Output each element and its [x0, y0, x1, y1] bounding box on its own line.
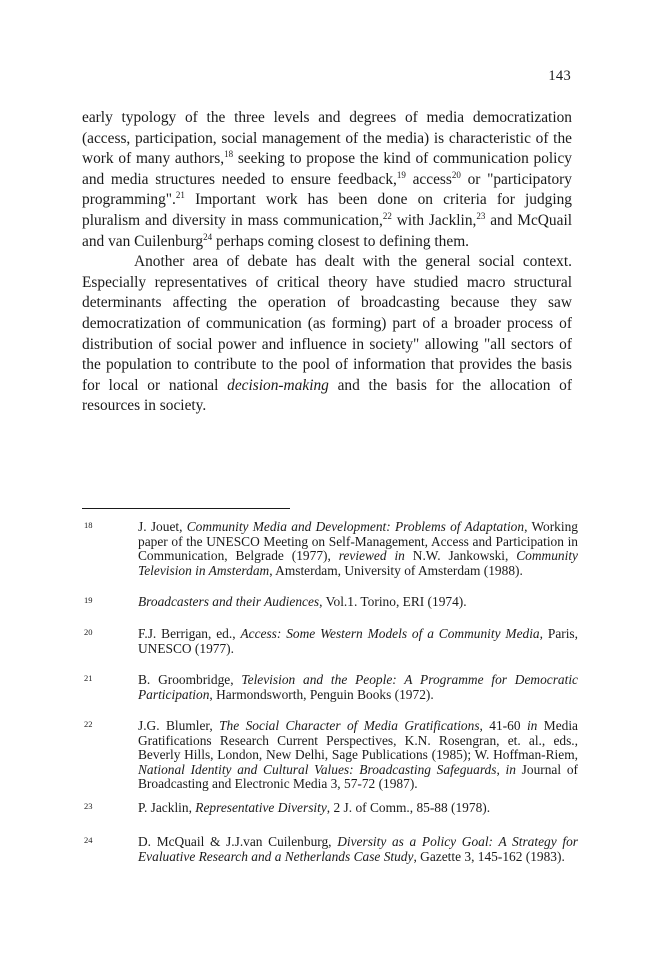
fn-text: J. Jouet,: [138, 519, 187, 534]
footnote-text: [138, 595, 578, 610]
fn-text: , Vol.1. Torino, ERI (1974).: [319, 594, 467, 609]
footnote-divider: [82, 508, 290, 509]
fn-title: Diversity as a Policy Goal: A Strategy for Evaluative Research and a Netherlands Case Study: [138, 834, 578, 864]
fn-title: Community Television in Amsterdam: [138, 548, 578, 578]
p2-text-2: and the basis for the allocation of resources in society.: [82, 376, 572, 415]
footnote-number: 24: [84, 835, 93, 845]
fn-italic: reviewed in: [338, 548, 405, 564]
footnote-ref-20: 20: [451, 169, 461, 180]
fn-text: J.G. Blumler,: [138, 718, 220, 733]
fn-title: National Identity and Cultural Values: Broadcasting Safeguards: [138, 761, 497, 777]
fn-text: Journal of Broadcasting and Electronic Media 3, 57-72 (1987).: [138, 761, 578, 792]
p2-text-1: Another area of debate has dealt with the general social context. Especially representatives of critical theory have studied macro structural determinants affecting the operation of broadcasting because they saw democratization of communication (as forming) part of a broader process of distribution of social power and influence in society" allowing "all sectors of the population to contribute to the pool of information that provides the basis for local or national: [82, 253, 572, 394]
footnote-number: 18: [84, 520, 93, 530]
footnote-text: [138, 627, 578, 656]
footnote-20: [84, 627, 578, 656]
paragraph-2: [82, 252, 572, 417]
footnote-ref-18: 18: [224, 149, 234, 160]
footnote-text: [138, 520, 578, 578]
fn-title: The Social Character of Media Gratifications: [219, 718, 480, 733]
fn-italic: in: [505, 761, 516, 777]
footnote-24: [84, 835, 578, 864]
footnote-19: [84, 595, 578, 610]
footnote-text: [138, 673, 578, 702]
p1-text-2: seeking to propose the kind of communication policy and media structures needed to ensure feedback,: [82, 150, 572, 188]
paragraph-1: [82, 108, 572, 252]
fn-text: , 2 J. of Comm., 85-88 (1978).: [326, 800, 491, 815]
fn-text: , 41-60: [479, 718, 527, 733]
footnote-number: 23: [84, 801, 93, 811]
fn-text: , Gazette 3, 145-162 (1983).: [413, 848, 565, 864]
p1-text-5: Important work has been done on criteria for judging pluralism and diversity in mass communication,: [82, 191, 572, 229]
p1-text-6: with Jacklin,: [391, 211, 477, 229]
p2-emphasis: decision-making: [227, 376, 329, 394]
fn-text: D. McQuail & J.J.van Cuilenburg,: [138, 834, 338, 849]
fn-text: , Working paper of the UNESCO Meeting on Self-Management, Access and Participation in Communication, Belgrade (1977),: [138, 519, 578, 564]
p1-text-3: access: [405, 170, 452, 188]
fn-title: Television and the People: A Programme for Democratic Participation: [138, 672, 578, 702]
fn-text: , Paris, UNESCO (1977).: [138, 626, 578, 656]
p1-text-4: or "participatory programming".: [82, 170, 572, 209]
fn-italic: in: [526, 718, 538, 733]
footnote-21: [84, 673, 578, 702]
fn-text: Media Gratifications Research Current Perspectives, K.N. Rosengran, et. al., eds., Beverly Hills, London, New Delhi, Sage Publications (1985); W. Hoffman-Riem,: [138, 718, 578, 763]
fn-text: , Harmondsworth, Penguin Books (1972).: [209, 686, 434, 702]
footnote-text: [138, 719, 578, 792]
fn-text: F.J. Berrigan, ed.,: [138, 626, 241, 641]
footnote-number: 21: [84, 673, 93, 683]
footnote-ref-19: 19: [396, 169, 406, 180]
fn-text: ,: [496, 761, 506, 777]
footnote-number: 20: [84, 627, 93, 637]
footnote-22: [84, 719, 578, 792]
p1-text-1: early typology of the three levels and degrees of media democratization (access, participation, social management of the media) is characteristic of the work of many authors,: [82, 109, 572, 168]
footnote-number: 19: [84, 595, 93, 605]
footnote-18: [84, 520, 578, 578]
fn-text: B. Groombridge,: [138, 672, 242, 687]
p1-text-8: perhaps coming closest to defining them.: [212, 232, 470, 250]
fn-title: Broadcasters and their Audiences: [138, 594, 320, 609]
page-number: 143: [548, 68, 571, 84]
footnote-text: [138, 801, 578, 816]
footnote-ref-21: 21: [175, 190, 185, 201]
footnote-ref-23: 23: [476, 210, 486, 221]
footnote-number: 22: [84, 719, 93, 729]
p1-text-7: and McQuail and van Cuilenburg: [82, 211, 572, 250]
fn-text: N.W. Jankowski,: [404, 548, 517, 564]
footnote-ref-24: 24: [203, 231, 213, 242]
body-text: [82, 108, 572, 417]
footnote-ref-22: 22: [382, 210, 392, 221]
fn-title: Access: Some Western Models of a Community Media: [240, 626, 540, 641]
fn-text: , Amsterdam, University of Amsterdam (1988).: [269, 562, 523, 578]
footnote-23: [84, 801, 578, 816]
footnote-text: [138, 835, 578, 864]
fn-text: P. Jacklin,: [138, 800, 196, 815]
fn-title: Community Media and Development: Problems of Adaptation: [186, 519, 525, 534]
fn-title: Representative Diversity: [195, 800, 327, 815]
